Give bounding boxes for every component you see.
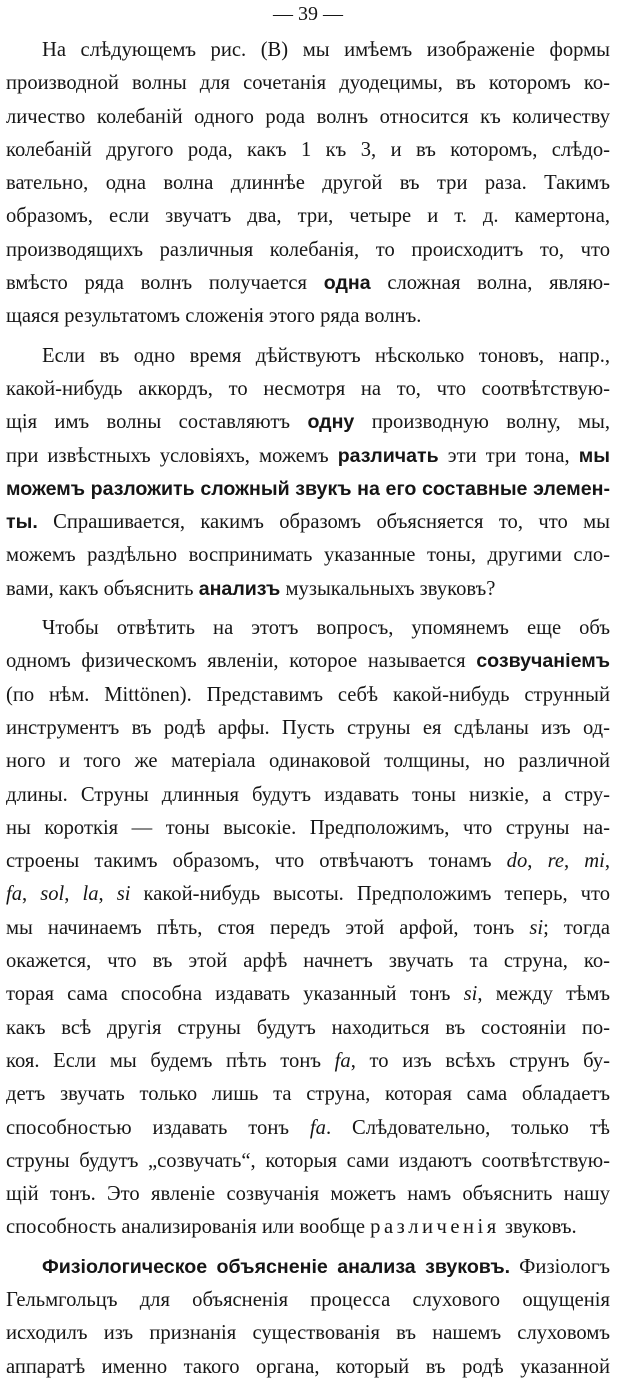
text-line: аппаратѣ именно такого органа, который въ родѣ указанной (6, 1355, 610, 1378)
text-line: способность анализированія или вообще различенія звуковъ. (6, 1216, 577, 1239)
note-name: si (529, 916, 544, 939)
text-line: fa, sol, la, si какой-нибудь высоты. Предположимъ теперь, что (6, 883, 611, 906)
text-line: торая сама способна издавать указанный тонъ si, между тѣмъ (6, 983, 611, 1006)
emphasis: созвучаніемъ (476, 650, 610, 673)
note-name: la (82, 883, 99, 906)
note-name: mi (584, 850, 605, 873)
text-line: способностью издавать тонъ fa. Слѣдовательно, только тѣ (6, 1116, 610, 1139)
text-line: вательно, одна волна длиннѣе другой въ три раза. Такимъ (6, 172, 610, 195)
emphasis: ты. (6, 511, 38, 534)
text-line: производящихъ различныя колебанія, то происходитъ то, что (6, 238, 610, 261)
text-line: личество колебаній одного рода волнъ относится къ количеству (6, 105, 610, 128)
emphasis: одну (307, 411, 355, 434)
note-name: re (547, 850, 564, 873)
text-line: исходилъ изъ признанія существованія въ нашемъ слуховомъ (6, 1322, 610, 1345)
emphasis: анализъ (198, 577, 281, 600)
paragraph-2 (6, 340, 610, 606)
note-name: fa (334, 1049, 351, 1072)
text-line: при извѣстныхъ условіяхъ, можемъ различать эти три тона, мы (6, 444, 610, 467)
section-heading: Физіологическое объясненіе анализа звуковъ. (42, 1255, 511, 1278)
text-line: вами, какъ объяснить анализъ музыкальныхъ звуковъ? (6, 577, 496, 600)
text-line: детъ звучать только лишь та струна, которая сама обладаетъ (6, 1083, 610, 1106)
text-line: щія имъ волны составляютъ одну производную волну, мы, (6, 411, 610, 434)
text-line: одномъ физическомъ явленіи, которое называется созвучаніемъ (6, 650, 610, 673)
text-line (6, 473, 610, 506)
text-line: (по нѣм. Mittönen). Представимъ себѣ какой-нибудь струнный (6, 683, 610, 706)
text-line: можемъ раздѣльно воспринимать указанные тоны, другими сло- (6, 544, 610, 567)
note-name: fa (6, 883, 23, 906)
paragraph-4 (6, 1251, 610, 1384)
text-line: Чтобы отвѣтить на этотъ вопросъ, упомянемъ еще объ (42, 617, 610, 640)
text-line: На слѣдующемъ рис. (В) мы имѣемъ изображеніе формы (42, 39, 610, 61)
note-name: do (506, 850, 528, 873)
text-line: ты. Спрашивается, какимъ образомъ объясняется то, что мы (6, 511, 610, 534)
text-line: щій тонъ. Это явленіе созвучанія можетъ намъ объяснить нашу (6, 1183, 610, 1206)
text-line: коя. Если мы будемъ пѣть тонъ fa, то изъ всѣхъ струнъ бу- (6, 1049, 610, 1072)
text-line: струны будутъ „созвучать“, которыя сами издаютъ соотвѣтствую- (6, 1149, 610, 1172)
paragraph-1 (6, 34, 610, 334)
note-name: fa (309, 1116, 326, 1139)
text-line: Физіологическое объясненіе анализа звуковъ. Физіологъ (42, 1255, 610, 1278)
text-line: строены такимъ образомъ, что отвѣчаютъ тонамъ do, re, mi, (6, 850, 611, 873)
emphasis: различать (337, 444, 439, 467)
text-line: Если въ одно время дѣйствуютъ нѣсколько тоновъ, напр., (42, 344, 610, 367)
text-line: ны короткія — тоны высокіе. Предположимъ, что струны на- (6, 816, 610, 839)
emphasis: одна (323, 272, 371, 295)
text-line: какой-нибудь аккордъ, то несмотря на то, что соотвѣтствую- (6, 377, 610, 400)
text-line: колебаній другого рода, какъ 1 къ 3, и въ которомъ, слѣдо- (6, 138, 610, 161)
spaced-emphasis: различенія (370, 1216, 500, 1239)
text-line: Гельмгольцъ для объясненія процесса слухового ощущенія (6, 1288, 610, 1311)
text-line: производной волны для сочетанія дуодецимы, въ которомъ ко- (6, 72, 610, 95)
note-name: sol (40, 883, 65, 906)
page-number: — 39 — (273, 3, 343, 25)
text-line: какъ всѣ другія струны будутъ находиться въ состояніи по- (6, 1016, 610, 1039)
text-line: образомъ, если звучатъ два, три, четыре и т. д. камертона, (6, 205, 610, 228)
text-line: окажется, что въ этой арфѣ начнетъ звучать та струна, ко- (6, 950, 610, 973)
text-line: вмѣсто ряда волнъ получается одна сложная волна, являю- (6, 272, 610, 295)
note-name: si (463, 983, 478, 1006)
note-name: si (116, 883, 131, 906)
text-line: мы начинаемъ пѣть, стоя передъ этой арфой, тонъ si; тогда (6, 916, 610, 939)
text-line: щаяся результатомъ сложенія этого ряда волнъ. (6, 305, 422, 328)
emphasis: мы (578, 444, 610, 467)
text-line: ного и того же матеріала одинаковой толщины, но различной (6, 750, 610, 773)
emphasis: можемъ разложить сложный звукъ на его составные элемен- (6, 477, 610, 500)
text-line: длины. Струны длинныя будутъ издавать тоны низкіе, а стру- (6, 783, 610, 806)
paragraph-3 (6, 612, 610, 1245)
text-line: инструментъ въ родѣ арфы. Пусть струны ея сдѣланы изъ од- (6, 716, 610, 739)
